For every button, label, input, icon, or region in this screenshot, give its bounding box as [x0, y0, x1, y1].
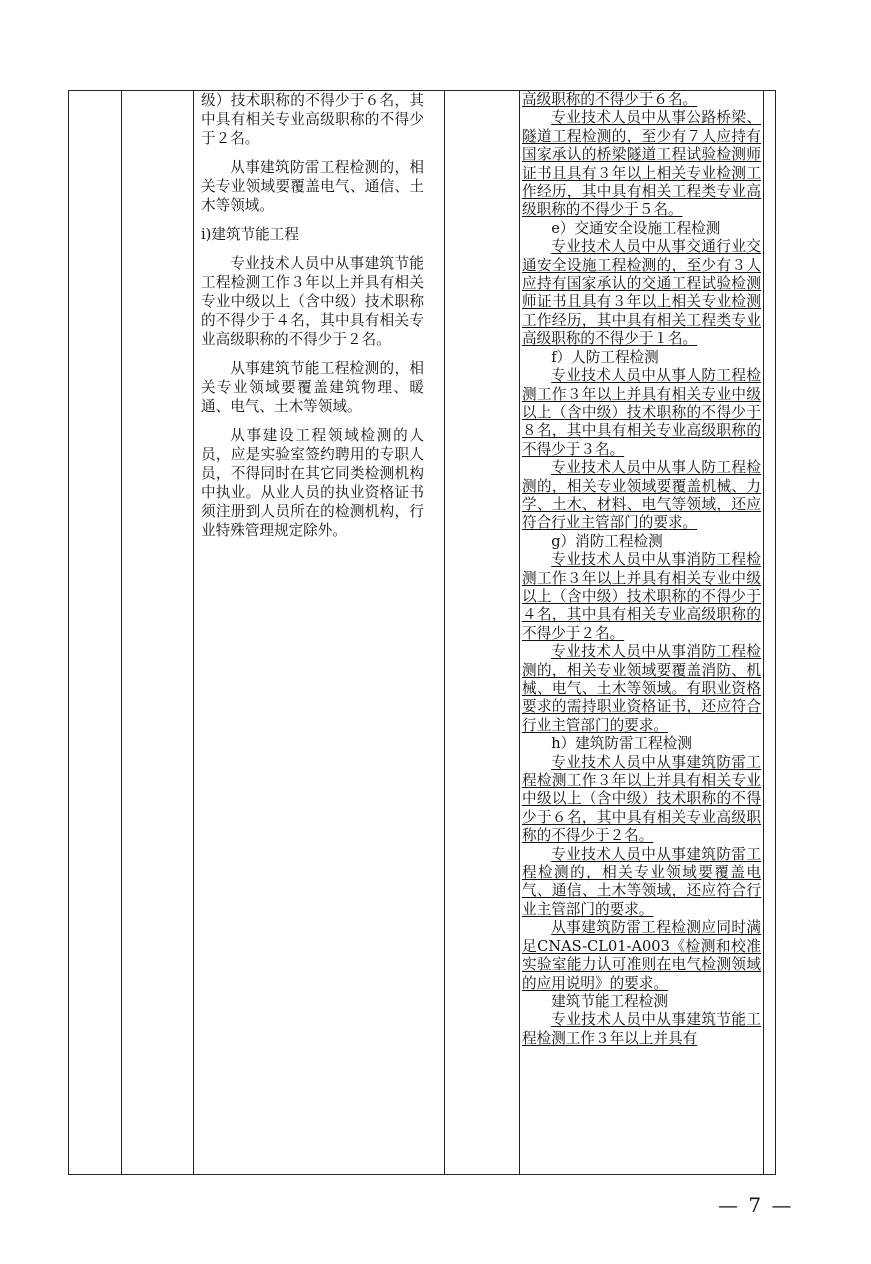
- revised-paragraph: 专业技术人员中从事消防工程检测的，相关专业领域要覆盖消防、机械、电气、土木等领域。有职业资格要求的需持职业资格证书，还应符合行业主管部门的要求。: [522, 643, 761, 734]
- original-paragraph: 级）技术职称的不得少于６名，其中具有相关专业高级职称的不得少于２名。: [201, 92, 424, 147]
- revised-paragraph: 专业技术人员中从事人防工程检测的，相关专业领域要覆盖机械、力学、土木、材料、电气等领域，还应符合行业主管部门的要求。: [522, 459, 761, 532]
- original-paragraph: 从事建筑防雷工程检测的，相关专业领域要覆盖电气、通信、土木等领域。: [201, 159, 424, 214]
- table-column-2: [122, 91, 194, 1174]
- original-paragraph: 从事建筑节能工程检测的，相关专业领域要覆盖建筑物理、暖通、电气、土木等领域。: [201, 360, 424, 415]
- revised-paragraph: 专业技术人员中从事人防工程检测工作３年以上并具有相关专业中级以上（含中级）技术职称的不得少于８名，其中具有相关专业高级职称的不得少于３名。: [522, 367, 761, 458]
- revised-paragraph: 专业技术人员中从事交通行业交通安全设施工程检测的，至少有３人应持有国家承认的交通工程试验检测师证书且具有３年以上相关专业检测工作经历，其中具有相关工程类专业高级职称的不得少于１名。: [522, 238, 761, 348]
- section-heading-building-energy: 建筑节能工程检测: [551, 992, 668, 1010]
- revised-paragraph: 从事建筑防雷工程检测应同时满足CNAS-CL01-A003《检测和校准实验室能力认可准则在电气检测领域的应用说明》的要求。: [522, 919, 761, 992]
- section-heading-civil-defense: f）人防工程检测: [551, 348, 659, 366]
- page-number: — 7 —: [718, 1193, 794, 1217]
- original-paragraph: 从事建设工程领域检测的人员，应是实验室签约聘用的专职人员，不得同时在其它同类检测机构中执业。从业人员的执业资格证书须注册到人员所在的检测机构，行业特殊管理规定除外。: [201, 427, 424, 539]
- section-heading-traffic-safety: e）交通安全设施工程检测: [551, 219, 721, 237]
- table-column-1: [69, 91, 122, 1174]
- requirements-table: [68, 90, 776, 1175]
- revised-paragraph: 高级职称的不得少于６名。: [522, 91, 698, 108]
- revised-text-cell: [522, 91, 761, 1048]
- revised-paragraph: 专业技术人员中从事建筑节能工程检测工作３年以上并具有: [522, 1011, 761, 1047]
- original-text-cell: [201, 91, 424, 550]
- revised-paragraph: 专业技术人员中从事建筑防雷工程检测工作３年以上并具有相关专业中级以上（含中级）技术职称的不得少于６名，其中具有相关专业高级职称的不得少于２名。: [522, 753, 761, 845]
- original-paragraph: 专业技术人员中从事建筑节能工程检测工作３年以上并具有相关专业中级以上（含中级）技术职称的不得少于４名，其中具有相关专业高级职称的不得少于２名。: [201, 255, 424, 348]
- table-column-4: [445, 91, 520, 1174]
- section-heading-building-energy: i)建筑节能工程: [201, 226, 299, 243]
- section-heading-lightning-protection: h）建筑防雷工程检测: [551, 735, 692, 753]
- revised-paragraph: 专业技术人员中从事消防工程检测工作３年以上并具有相关专业中级以上（含中级）技术职称的不得少于４名，其中具有相关专业高级职称的不得少于２名。: [522, 551, 761, 642]
- section-heading-fire-protection: g）消防工程检测: [551, 532, 663, 550]
- revised-paragraph: 专业技术人员中从事建筑防雷工程检测的，相关专业领域要覆盖电气、通信、土木等领域，还应符合行业主管部门的要求。: [522, 845, 761, 918]
- revised-paragraph: 专业技术人员中从事公路桥梁、隧道工程检测的，至少有７人应持有国家承认的桥梁隧道工程试验检测师证书且具有３年以上相关专业检测工作经历，其中具有相关工程类专业高级职称的不得少于５名。: [522, 109, 761, 219]
